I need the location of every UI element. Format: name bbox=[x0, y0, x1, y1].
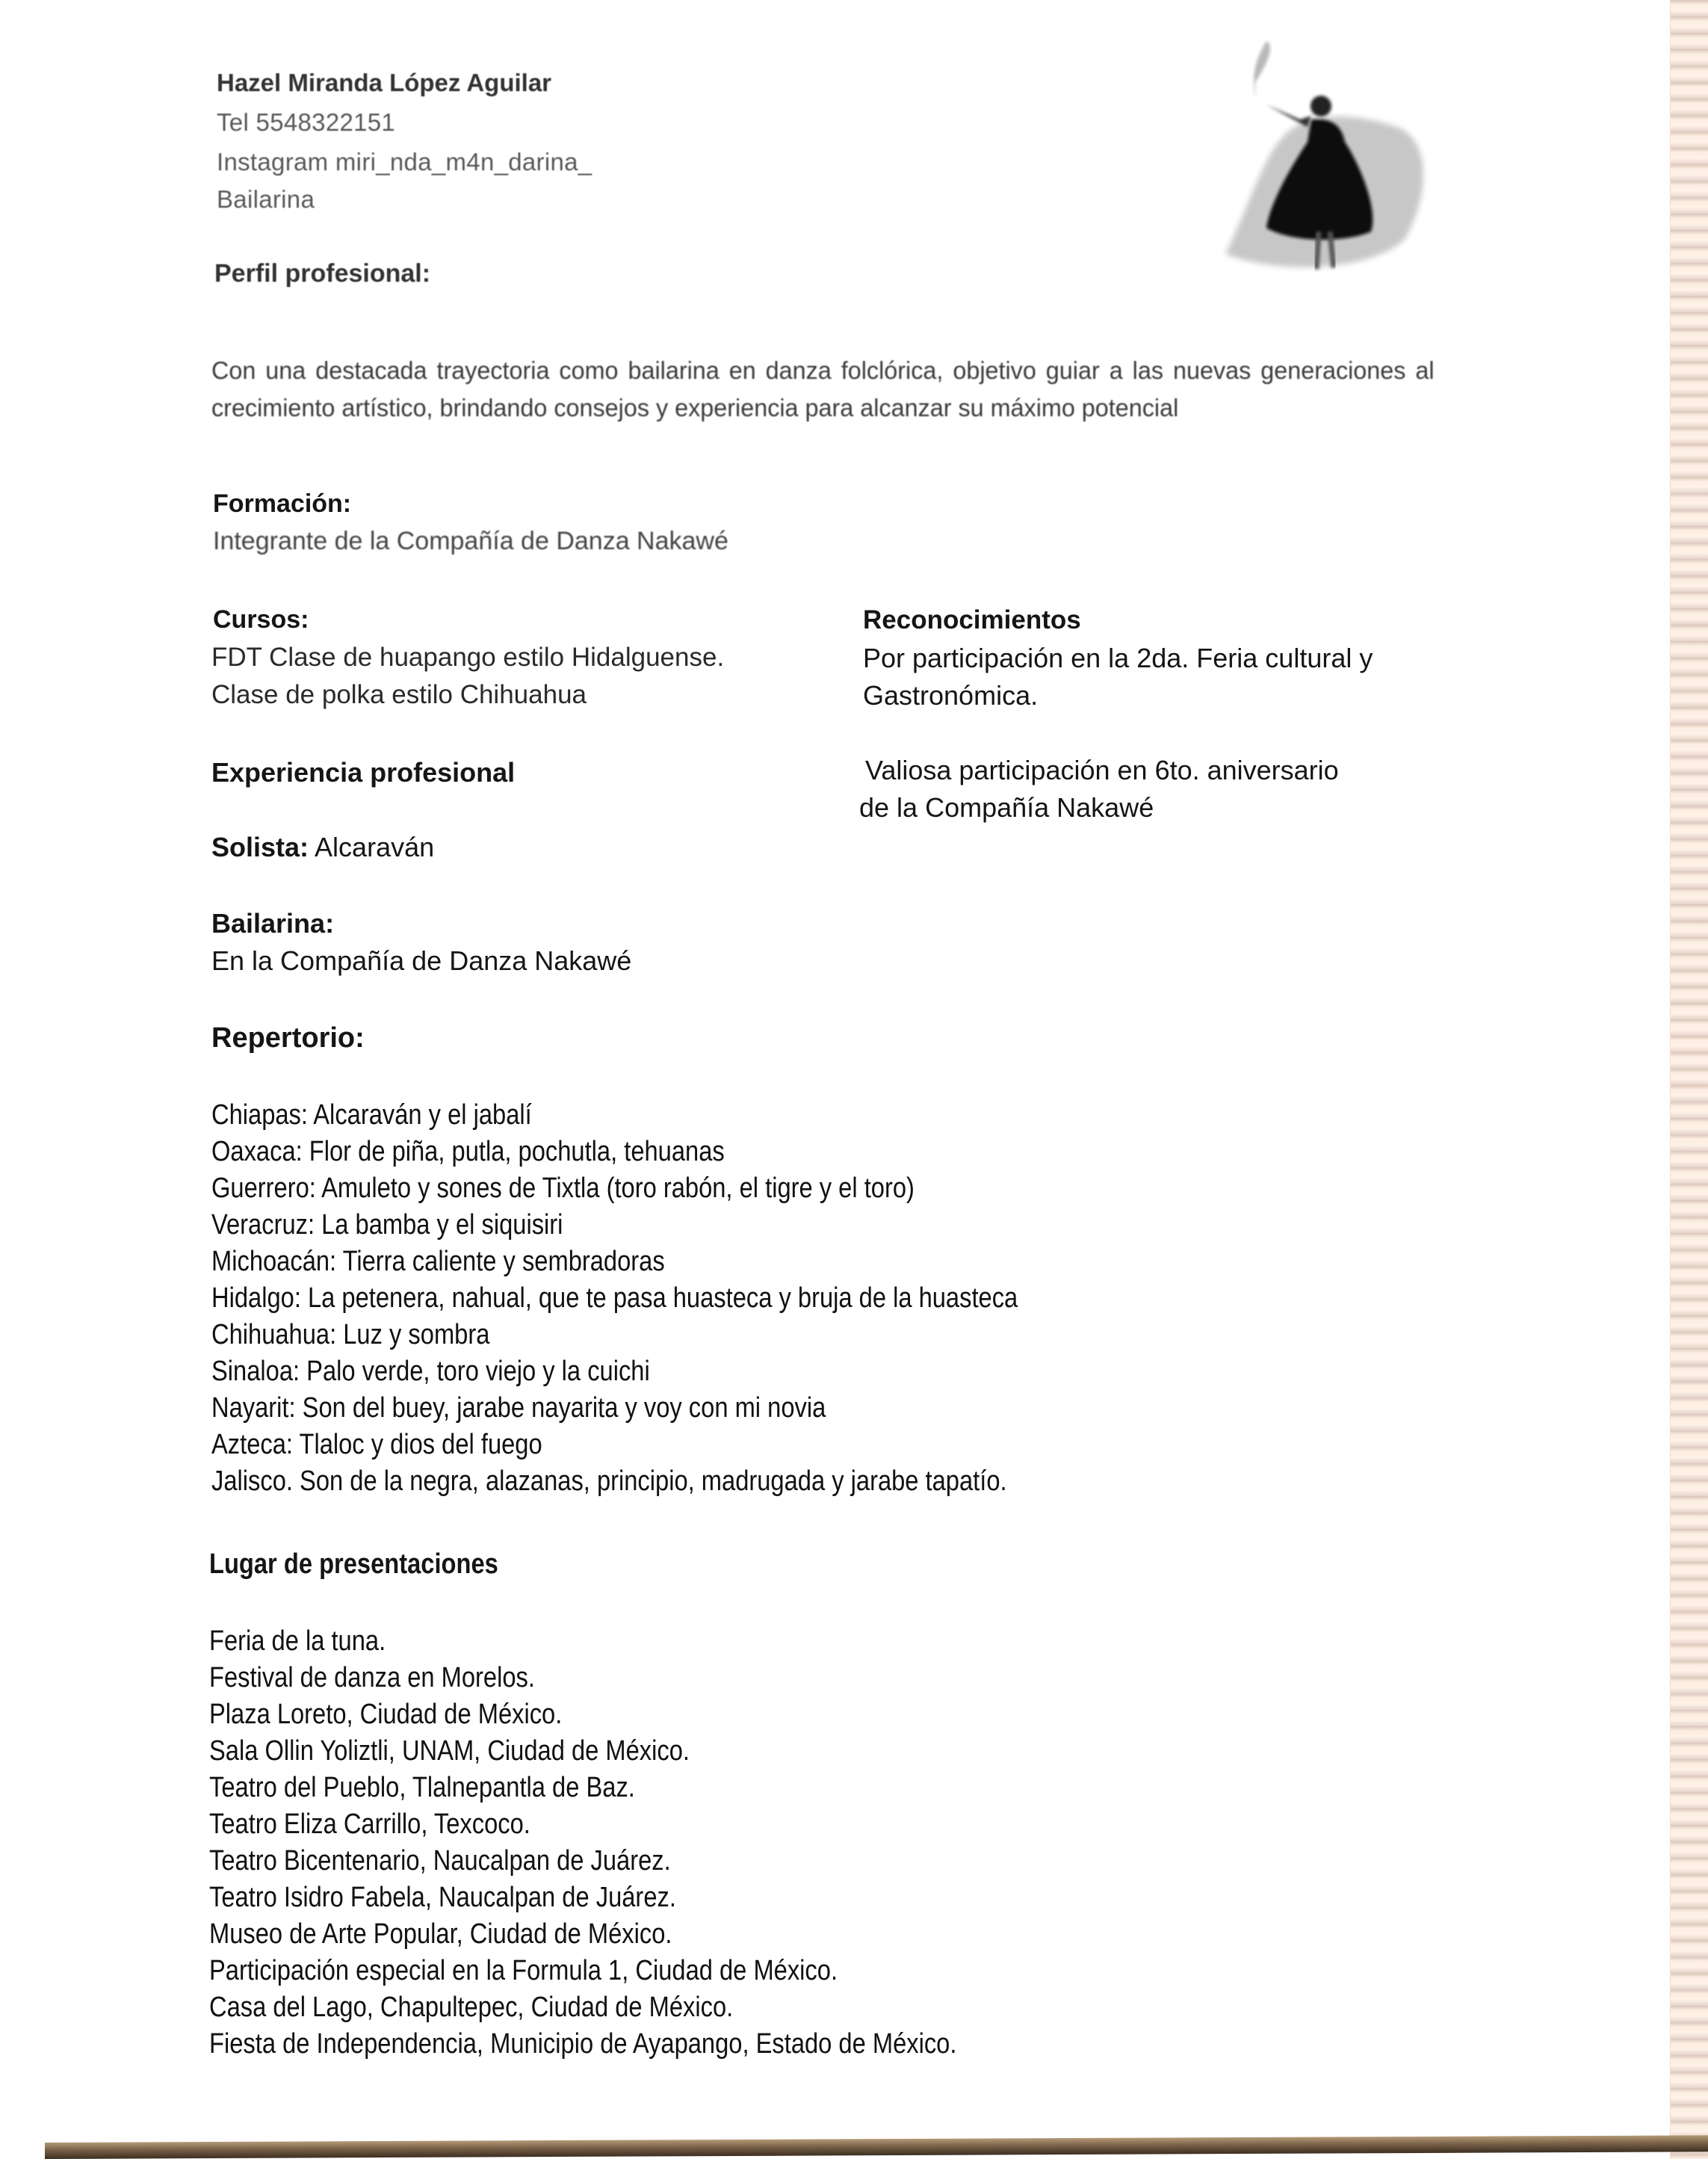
recognition-item-2-line-2: de la Compañía Nakawé bbox=[859, 792, 1154, 823]
venue-item: Fiesta de Independencia, Municipio de Ayapango, Estado de México. bbox=[209, 2028, 957, 2060]
venue-item: Museo de Arte Popular, Ciudad de México. bbox=[209, 1918, 672, 1950]
soloist-value: Alcaraván bbox=[309, 832, 435, 862]
soloist-label: Solista: bbox=[211, 832, 309, 862]
recognition-item-1-line-2: Gastronómica. bbox=[863, 680, 1039, 711]
repertoire-item: Chihuahua: Luz y sombra bbox=[211, 1319, 490, 1350]
venue-item: Casa del Lago, Chapultepec, Ciudad de México. bbox=[209, 1992, 734, 2023]
education-section-title: Formación: bbox=[213, 489, 352, 518]
venue-item: Sala Ollin Yoliztli, UNAM, Ciudad de México. bbox=[209, 1735, 690, 1767]
repertoire-section-title: Repertorio: bbox=[211, 1022, 365, 1054]
paper-stack-edge bbox=[1670, 0, 1708, 2159]
repertoire-item: Guerrero: Amuleto y sones de Tixtla (toro rabón, el tigre y el toro) bbox=[211, 1173, 915, 1204]
course-item: Clase de polka estilo Chihuahua bbox=[211, 680, 587, 709]
repertoire-item: Sinaloa: Palo verde, toro viejo y la cuichi bbox=[211, 1356, 650, 1387]
venue-item: Teatro Eliza Carrillo, Texcoco. bbox=[209, 1809, 530, 1840]
repertoire-item: Oaxaca: Flor de piña, putla, pochutla, tehuanas bbox=[211, 1136, 725, 1167]
candidate-role: Bailarina bbox=[217, 185, 315, 213]
recognitions-section-title: Reconocimientos bbox=[863, 605, 1081, 634]
course-item: FDT Clase de huapango estilo Hidalguense. bbox=[211, 643, 725, 672]
venues-list bbox=[209, 1623, 956, 2063]
dancer-company: En la Compañía de Danza Nakawé bbox=[211, 945, 632, 976]
repertoire-item: Jalisco. Son de la negra, alazanas, principio, madrugada y jarabe tapatío. bbox=[211, 1465, 1007, 1497]
profile-text: Con una destacada trayectoria como bailarina en danza folclórica, objetivo guiar a las nuevas generaciones al crecimiento artístico, brindando consejos y experiencia para alcanzar su máximo potencial bbox=[211, 356, 1435, 421]
dancer-label: Bailarina: bbox=[211, 908, 335, 939]
education-text: Integrante de la Compañía de Danza Nakawé bbox=[213, 527, 728, 555]
candidate-name: Hazel Miranda López Aguilar bbox=[217, 69, 552, 96]
venue-item: Festival de danza en Morelos. bbox=[209, 1662, 535, 1693]
phone-number: Tel 5548322151 bbox=[217, 108, 396, 136]
venue-item: Participación especial en la Formula 1, Ciudad de México. bbox=[209, 1955, 838, 1986]
profile-section-title: Perfil profesional: bbox=[214, 259, 431, 288]
venue-item: Teatro del Pueblo, Tlalnepantla de Baz. bbox=[209, 1772, 635, 1803]
repertoire-item: Nayarit: Son del buey, jarabe nayarita y voy con mi novia bbox=[211, 1392, 826, 1424]
repertoire-list bbox=[211, 1097, 1018, 1500]
repertoire-item: Azteca: Tlaloc y dios del fuego bbox=[211, 1429, 542, 1460]
recognition-item-2-line-1: Valiosa participación en 6to. aniversario bbox=[865, 755, 1339, 785]
venue-item: Feria de la tuna. bbox=[209, 1625, 386, 1657]
repertoire-item: Michoacán: Tierra caliente y sembradoras bbox=[211, 1246, 665, 1277]
venues-section-title: Lugar de presentaciones bbox=[209, 1548, 498, 1580]
experience-section-title: Experiencia profesional bbox=[211, 757, 516, 788]
venue-item: Teatro Bicentenario, Naucalpan de Juárez. bbox=[209, 1845, 671, 1877]
repertoire-item: Hidalgo: La petenera, nahual, que te pasa huasteca y bruja de la huasteca bbox=[211, 1282, 1018, 1314]
recognition-item-1-line-1: Por participación en la 2da. Feria cultural y bbox=[863, 643, 1373, 673]
courses-section-title: Cursos: bbox=[213, 605, 309, 634]
soloist-line bbox=[211, 832, 434, 863]
dancer-illustration-icon bbox=[1181, 30, 1464, 284]
venue-item: Teatro Isidro Fabela, Naucalpan de Juárez. bbox=[209, 1882, 676, 1913]
repertoire-item: Veracruz: La bamba y el siquisiri bbox=[211, 1209, 563, 1241]
instagram-handle: Instagram miri_nda_m4n_darina_ bbox=[217, 148, 592, 176]
table-surface-edge bbox=[45, 2135, 1708, 2159]
venue-item: Plaza Loreto, Ciudad de México. bbox=[209, 1699, 563, 1730]
repertoire-item: Chiapas: Alcaraván y el jabalí bbox=[211, 1099, 532, 1131]
